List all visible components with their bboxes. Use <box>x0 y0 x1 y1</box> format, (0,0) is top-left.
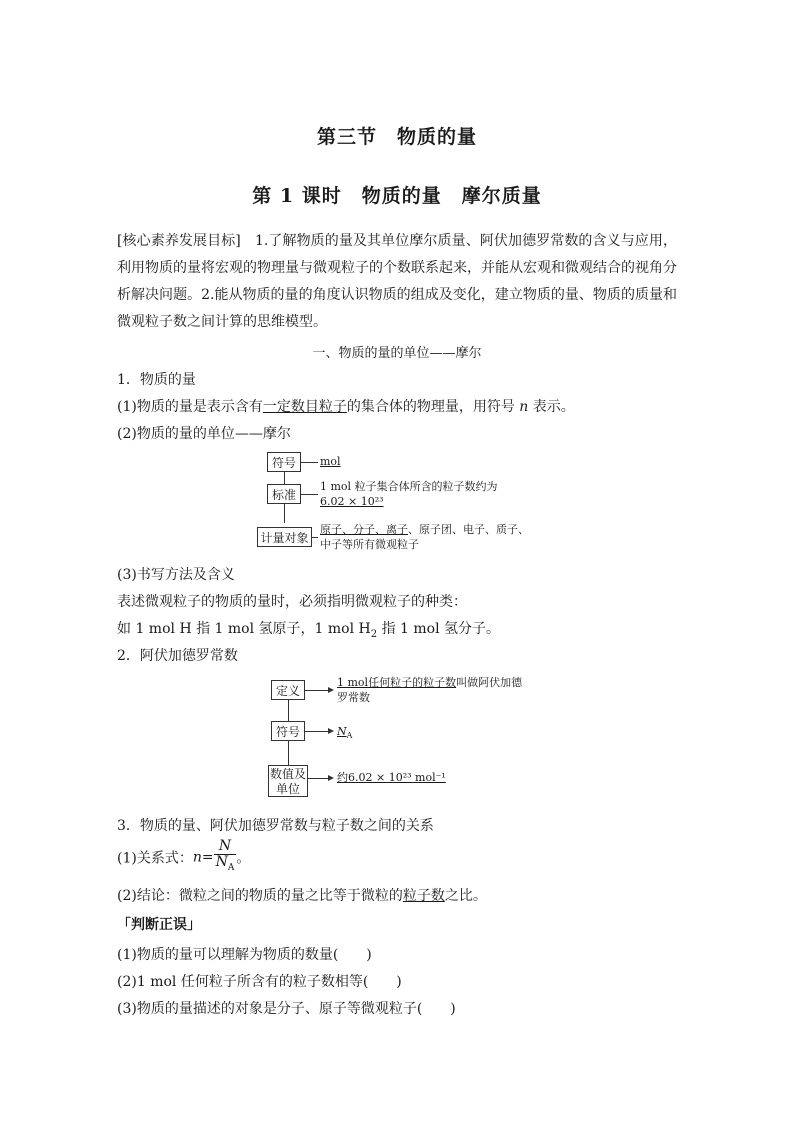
s3-item2-pre: (2)结论：微粒之间的物质的量之比等于微粒的 <box>117 888 403 904</box>
s1-item3-line2-b: 指 1 mol 氢分子。 <box>377 621 501 637</box>
s3-heading: 3．物质的量、阿伏加德罗常数与粒子数之间的关系 <box>117 818 434 834</box>
diagram2-text-definition-2: 罗常数 <box>337 691 370 704</box>
diagram2-value-text: 约6.02 × 10²³ mol⁻¹ <box>337 771 446 784</box>
s1-item2: (2)物质的量的单位——摩尔 <box>117 426 291 442</box>
s1-item1-end: 表示。 <box>532 399 575 415</box>
core-goals-text: 1.了解物质的量及其单位摩尔质量、阿伏加德罗常数的含义与应用，利用物质的量将宏观的物理量与微观粒子的个数联系起来，并能从宏观和微观结合的视角分析解决问题。2.能从物质的量的角度认识物质的组成及变化，建立物质的量、物质的质量和微观粒子数之间计算的思维模型。 <box>117 233 677 330</box>
s1-item3: (3)书写方法及含义 <box>117 567 235 583</box>
diagram1-text-standard-2 <box>320 494 384 509</box>
s1-item1-symbol: n <box>519 399 529 415</box>
diagram2-arrow-3 <box>328 775 334 781</box>
s3-item1-pre: (1)关系式： <box>117 850 193 867</box>
s3-formula-den-sub: A <box>227 862 235 873</box>
part1-heading: 一、物质的量的单位——摩尔 <box>312 346 482 361</box>
s1-item3-line2 <box>117 618 500 640</box>
s1-item3-line2-sub: 2 <box>370 628 378 640</box>
s1-item3-line2-a: 如 1 mol H 指 1 mol 氢原子，1 mol H <box>117 621 371 637</box>
diagram1-object-underlined: 原子、分子、离子 <box>320 523 408 536</box>
section-title: 第三节 物质的量 <box>316 126 477 148</box>
s2-heading: 2．阿伏加德罗常数 <box>117 648 238 664</box>
diagram2-arrow-2 <box>328 728 334 734</box>
diagram2-text-value <box>337 770 446 785</box>
diagram2-box-symbol: 符号 <box>271 721 305 741</box>
s3-formula-den-n: N <box>215 854 228 870</box>
diagram1-mol-text: mol <box>320 455 341 468</box>
diagram2-box-definition: 定义 <box>271 680 305 700</box>
diagram2-line-1 <box>305 690 329 691</box>
s1-item1-pre: (1)物质的量是表示含有 <box>117 399 263 415</box>
diagram1-object-rest: 、原子团、电子、质子、 <box>408 523 529 536</box>
s3-formula-numerator: N <box>214 839 237 855</box>
diagram1-line-2 <box>301 494 318 495</box>
s3-formula-n: n <box>192 849 202 866</box>
diagram2-symbol-sub: A <box>346 731 353 741</box>
s3-item1-end: 。 <box>236 850 251 867</box>
diagram1-text-object-2: 中子等所有微观粒子 <box>320 538 419 551</box>
core-goals-paragraph <box>117 228 677 336</box>
diagram1-avogadro-value: 6.02 × 10²³ <box>320 495 384 508</box>
diagram1-text-symbol <box>320 454 341 469</box>
diagram1-box-object: 计量对象 <box>257 527 312 547</box>
diagram1-line-3 <box>312 537 318 538</box>
diagram1-text-object-1 <box>320 522 529 537</box>
s3-item2 <box>117 885 487 905</box>
diagram2-definition-rest: 叫做阿伏加德 <box>456 676 523 689</box>
s3-formula-eq: = <box>201 849 214 866</box>
diagram2-box-value-line2: 单位 <box>275 782 300 796</box>
diagram2-line-2 <box>305 731 329 732</box>
s1-item1-underlined: 一定数目粒子 <box>262 399 347 415</box>
judge-q3: (3)物质的量描述的对象是分子、原子等微观粒子( ) <box>117 1001 456 1017</box>
judge-q2: (2)1 mol 任何粒子所含有的粒子数相等( ) <box>117 974 402 990</box>
s3-item1 <box>117 839 250 873</box>
s1-item1-post: 的集合体的物理量，用符号 <box>346 399 515 415</box>
diagram2-text-symbol <box>337 724 352 743</box>
diagram1-box-symbol: 符号 <box>267 452 301 472</box>
core-goals-label: [核心素养发展目标] <box>117 233 241 249</box>
diagram2-box-value-line1: 数值及 <box>269 767 306 781</box>
judge-title: 「判断正误」 <box>117 917 201 933</box>
s3-item2-underlined: 粒子数 <box>402 888 445 904</box>
s3-item2-end: 之比。 <box>444 888 487 904</box>
diagram1-box-standard: 标准 <box>267 484 301 504</box>
diagram2-symbol-n: N <box>337 725 347 738</box>
diagram1-line-1 <box>301 462 318 463</box>
s1-item3-line1: 表述微观粒子的物质的量时，必须指明微观粒子的种类： <box>117 594 467 610</box>
diagram2-text-definition-1 <box>337 675 522 690</box>
s1-heading: 1．物质的量 <box>117 372 196 388</box>
diagram1-text-standard-1: 1 mol 粒子集合体所含的粒子数约为 <box>320 480 498 493</box>
diagram2-line-3 <box>308 778 329 779</box>
judge-q1: (1)物质的量可以理解为物质的数量( ) <box>117 947 372 963</box>
lesson-title: 第 1 课时 物质的量 摩尔质量 <box>252 185 542 207</box>
s3-formula-denominator <box>214 855 237 876</box>
diagram2-arrow-1 <box>328 687 334 693</box>
diagram2-definition-underlined: 1 mol任何粒子的粒子数 <box>337 676 457 689</box>
s1-item1 <box>117 396 575 416</box>
diagram2-box-value <box>268 765 308 797</box>
s3-formula-fraction <box>214 839 237 876</box>
